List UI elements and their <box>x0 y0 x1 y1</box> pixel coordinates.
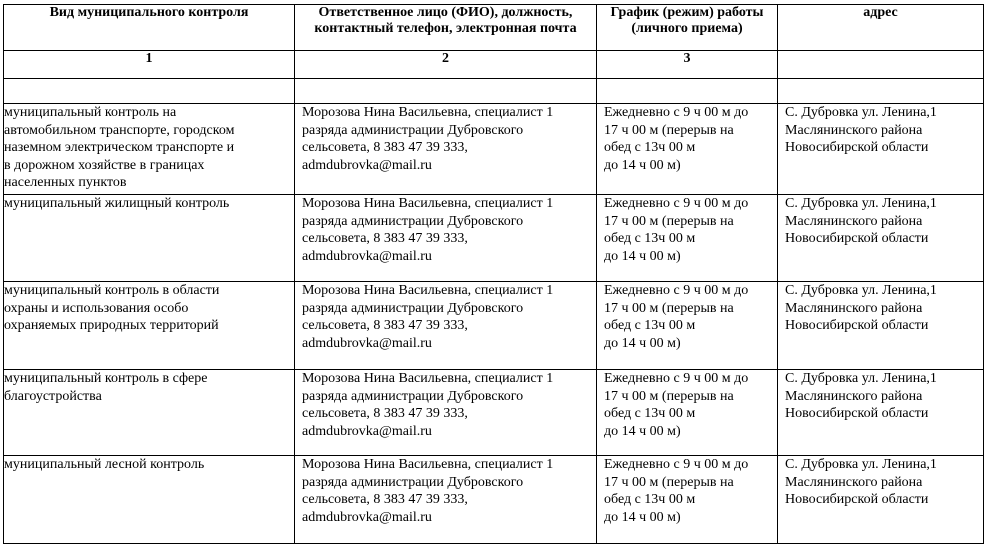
control-type-line: муниципальный контроль на <box>4 105 177 120</box>
control-type-line: муниципальный контроль в области <box>4 283 220 298</box>
header-schedule-line2: (личного приема) <box>631 21 743 36</box>
empty-cell <box>597 79 778 104</box>
responsible-person-line: admdubrovka@mail.ru <box>302 248 432 264</box>
schedule-cell <box>597 195 778 282</box>
schedule-cell <box>597 282 778 370</box>
responsible-person-line: сельсовета, 8 383 47 39 333, <box>302 406 468 421</box>
schedule-line: 17 ч 00 м (перерыв на <box>604 388 734 404</box>
responsible-person-line: разряда администрации Дубровского <box>302 122 524 138</box>
responsible-person-line: сельсовета, 8 383 47 39 333, <box>302 318 468 333</box>
address-line: С. Дубровка ул. Ленина,1 <box>785 457 937 472</box>
column-number-row <box>4 51 984 79</box>
control-type-line: охраняемых природных территорий <box>4 318 219 333</box>
responsible-person-line: сельсовета, 8 383 47 39 333, <box>302 140 468 155</box>
address-line: С. Дубровка ул. Ленина,1 <box>785 105 937 120</box>
responsible-person-line: admdubrovka@mail.ru <box>302 335 432 351</box>
control-type-cell <box>4 456 295 544</box>
control-type-line: автомобильном транспорте, городском <box>4 122 235 138</box>
responsible-person-cell <box>295 370 597 456</box>
responsible-person-line: admdubrovka@mail.ru <box>302 423 432 439</box>
responsible-person-line: сельсовета, 8 383 47 39 333, <box>302 231 468 246</box>
address-cell <box>778 282 984 370</box>
responsible-person-line: разряда администрации Дубровского <box>302 213 524 229</box>
empty-cell <box>778 79 984 104</box>
schedule-line: обед с 13ч 00 м <box>604 318 696 333</box>
responsible-person-line: разряда администрации Дубровского <box>302 474 524 490</box>
responsible-person-line: Морозова Нина Васильевна, специалист 1 <box>302 196 554 211</box>
control-type-line: наземном электрическом транспорте и <box>4 140 235 155</box>
address-line: Новосибирской области <box>785 406 929 421</box>
schedule-cell <box>597 456 778 544</box>
schedule-line: Ежедневно с 9 ч 00 м до <box>604 457 749 472</box>
control-type-line: муниципальный лесной контроль <box>4 457 205 472</box>
control-type-line: муниципальный контроль в сфере <box>4 371 208 386</box>
control-type-line: муниципальный жилищный контроль <box>4 196 230 211</box>
responsible-person-line: разряда администрации Дубровского <box>302 300 524 316</box>
column-number: 2 <box>295 51 597 79</box>
header-schedule <box>597 5 778 51</box>
address-line: Маслянинского района <box>785 213 923 229</box>
responsible-person-cell <box>295 456 597 544</box>
schedule-line: 17 ч 00 м (перерыв на <box>604 213 734 229</box>
control-type-line: благоустройства <box>4 388 102 404</box>
table-row <box>4 104 984 195</box>
address-line: С. Дубровка ул. Ленина,1 <box>785 371 937 386</box>
responsible-person-line: Морозова Нина Васильевна, специалист 1 <box>302 457 554 472</box>
address-line: Новосибирской области <box>785 492 929 507</box>
address-line: Новосибирской области <box>785 318 929 333</box>
address-line: Новосибирской области <box>785 231 929 246</box>
responsible-person-line: admdubrovka@mail.ru <box>302 509 432 525</box>
address-line: С. Дубровка ул. Ленина,1 <box>785 283 937 298</box>
table-row <box>4 456 984 544</box>
schedule-line: до 14 ч 00 м) <box>604 335 681 351</box>
empty-row <box>4 79 984 104</box>
table-body <box>4 104 984 544</box>
schedule-line: Ежедневно с 9 ч 00 м до <box>604 283 749 298</box>
schedule-line: до 14 ч 00 м) <box>604 509 681 525</box>
address-line: Маслянинского района <box>785 474 923 490</box>
schedule-line: до 14 ч 00 м) <box>604 423 681 439</box>
address-line: Маслянинского района <box>785 388 923 404</box>
address-line: Маслянинского района <box>785 122 923 138</box>
control-type-line: населенных пунктов <box>4 175 127 190</box>
address-line: С. Дубровка ул. Ленина,1 <box>785 196 937 211</box>
responsible-person-line: сельсовета, 8 383 47 39 333, <box>302 492 468 507</box>
schedule-line: Ежедневно с 9 ч 00 м до <box>604 105 749 120</box>
address-cell <box>778 195 984 282</box>
responsible-person-cell <box>295 282 597 370</box>
address-line: Новосибирской области <box>785 140 929 155</box>
schedule-cell <box>597 370 778 456</box>
empty-cell <box>4 79 295 104</box>
control-type-line: охраны и использования особо <box>4 300 189 316</box>
schedule-line: обед с 13ч 00 м <box>604 492 696 507</box>
empty-cell <box>295 79 597 104</box>
control-type-cell <box>4 104 295 195</box>
responsible-person-line: admdubrovka@mail.ru <box>302 157 432 173</box>
schedule-line: обед с 13ч 00 м <box>604 231 696 246</box>
header-responsible-person-line2: контактный телефон, электронная почта <box>314 21 577 36</box>
table-row <box>4 370 984 456</box>
control-type-cell <box>4 370 295 456</box>
schedule-line: 17 ч 00 м (перерыв на <box>604 474 734 490</box>
schedule-line: до 14 ч 00 м) <box>604 157 681 173</box>
table-row <box>4 195 984 282</box>
address-cell <box>778 104 984 195</box>
responsible-person-cell <box>295 104 597 195</box>
address-cell <box>778 370 984 456</box>
address-line: Маслянинского района <box>785 300 923 316</box>
responsible-person-line: разряда администрации Дубровского <box>302 388 524 404</box>
header-schedule-line1: График (режим) работы <box>610 5 764 20</box>
schedule-line: Ежедневно с 9 ч 00 м до <box>604 371 749 386</box>
responsible-person-line: Морозова Нина Васильевна, специалист 1 <box>302 371 554 386</box>
column-number: 1 <box>4 51 295 79</box>
schedule-line: 17 ч 00 м (перерыв на <box>604 122 734 138</box>
control-type-cell <box>4 195 295 282</box>
schedule-line: до 14 ч 00 м) <box>604 248 681 264</box>
schedule-line: Ежедневно с 9 ч 00 м до <box>604 196 749 211</box>
header-responsible-person <box>295 5 597 51</box>
column-number <box>778 51 984 79</box>
responsible-person-cell <box>295 195 597 282</box>
control-type-cell <box>4 282 295 370</box>
header-control-type: Вид муниципального контроля <box>4 5 295 51</box>
column-number: 3 <box>597 51 778 79</box>
header-address: адрес <box>778 5 984 51</box>
schedule-line: 17 ч 00 м (перерыв на <box>604 300 734 316</box>
schedule-line: обед с 13ч 00 м <box>604 140 696 155</box>
responsible-person-line: Морозова Нина Васильевна, специалист 1 <box>302 283 554 298</box>
table-row <box>4 282 984 370</box>
responsible-person-line: Морозова Нина Васильевна, специалист 1 <box>302 105 554 120</box>
header-row <box>4 5 984 51</box>
schedule-line: обед с 13ч 00 м <box>604 406 696 421</box>
address-cell <box>778 456 984 544</box>
schedule-cell <box>597 104 778 195</box>
header-responsible-person-line1: Ответственное лицо (ФИО), должность, <box>318 5 573 20</box>
control-type-line: в дорожном хозяйстве в границах <box>4 157 205 173</box>
municipal-control-table <box>3 4 984 544</box>
